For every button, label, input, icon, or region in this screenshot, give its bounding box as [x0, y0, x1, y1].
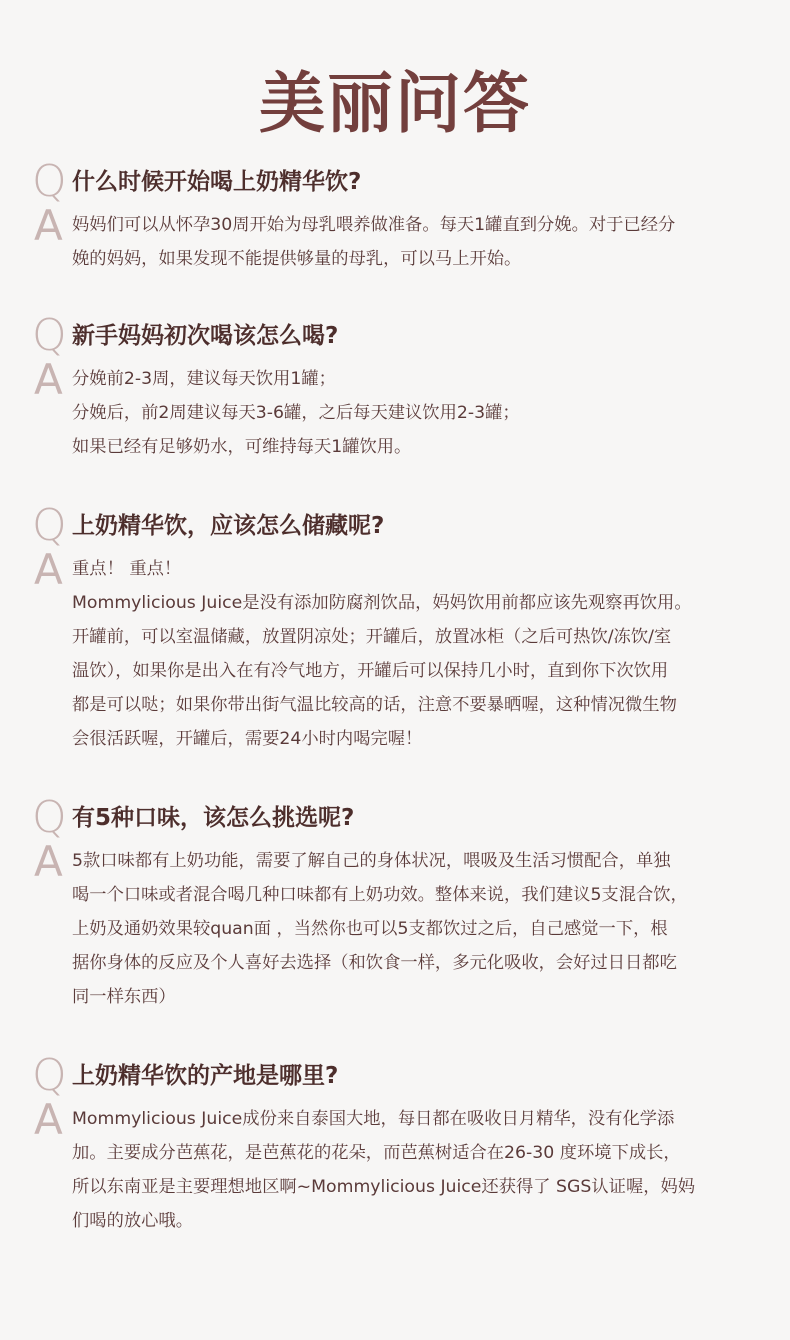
answer-line: 加。主要成分芭蕉花，是芭蕉花的花朵，而芭蕉树适合在26-30 度环境下成长，	[72, 1143, 681, 1163]
answer-line: 重点！ 重点！	[72, 559, 182, 579]
q-letter-icon: Q	[32, 1050, 67, 1101]
answer-row	[0, 837, 790, 1014]
answer-text	[72, 362, 777, 464]
qa-item-1	[0, 156, 790, 276]
answer-line: 所以东南亚是主要理想地区啊~Mommylicious Juice还获得了 SGS认证喔，妈妈	[72, 1177, 696, 1197]
a-letter-icon: A	[34, 1095, 63, 1144]
answer-line: 温饮），如果你是出入在有冷气地方，开罐后可以保持几小时，直到你下次饮用	[72, 661, 669, 681]
answer-row	[0, 1095, 790, 1238]
q-letter-icon: Q	[32, 792, 67, 843]
answer-line: 上奶及通奶效果较quan面 ，当然你也可以5支都饮过之后，自己感觉一下，根	[72, 919, 668, 939]
answer-line: 妈妈们可以从怀孕30周开始为母乳喂养做准备。每天1罐直到分娩。对于已经分	[72, 215, 676, 235]
answer-line: 同一样东西）	[72, 987, 176, 1007]
answer-line: 娩的妈妈，如果发现不能提供够量的母乳，可以马上开始。	[72, 249, 522, 269]
answer-line: 开罐前，可以室温储藏，放置阴凉处；开罐后，放置冰柜（之后可热饮/冻饮/室	[72, 627, 672, 647]
answer-row	[0, 545, 790, 756]
answer-text	[72, 552, 777, 756]
question-text: 新手妈妈初次喝该怎么喝?	[72, 323, 339, 349]
answer-line: 喝一个口味或者混合喝几种口味都有上奶功效。整体来说，我们建议5支混合饮，	[72, 885, 688, 905]
qa-item-3	[0, 500, 790, 756]
question-text: 有5种口味，该怎么挑选呢?	[72, 805, 355, 831]
answer-text	[72, 1102, 777, 1238]
answer-line: Mommylicious Juice是没有添加防腐剂饮品，妈妈饮用前都应该先观察再饮用。	[72, 593, 692, 613]
answer-row	[0, 355, 790, 464]
answer-row	[0, 201, 790, 276]
question-text: 上奶精华饮的产地是哪里?	[72, 1063, 339, 1089]
q-letter-icon: Q	[32, 500, 67, 551]
page-title: 美丽问答	[259, 65, 531, 142]
a-letter-icon: A	[34, 355, 63, 404]
a-letter-icon: A	[34, 201, 63, 250]
question-row	[0, 1050, 790, 1101]
a-letter-icon: A	[34, 545, 63, 594]
question-text: 什么时候开始喝上奶精华饮?	[72, 169, 362, 195]
qa-item-5	[0, 1050, 790, 1238]
answer-line: 分娩前2-3周，建议每天饮用1罐；	[72, 369, 336, 389]
answer-line: 都是可以哒；如果你带出街气温比较高的话，注意不要暴晒喔，这种情况微生物	[72, 695, 677, 715]
answer-line: 如果已经有足够奶水，可维持每天1罐饮用。	[72, 437, 412, 457]
answer-line: 据你身体的反应及个人喜好去选择（和饮食一样，多元化吸收，会好过日日都吃	[72, 953, 677, 973]
answer-text	[72, 208, 777, 276]
question-row	[0, 792, 790, 843]
qa-item-4	[0, 792, 790, 1014]
answer-line: Mommylicious Juice成份来自泰国大地，每日都在吸收日月精华，没有化学添	[72, 1109, 675, 1129]
q-letter-icon: Q	[32, 310, 67, 361]
qa-item-2	[0, 310, 790, 464]
answer-line: 会很活跃喔，开罐后，需要24小时内喝完喔！	[72, 729, 423, 749]
q-letter-icon: Q	[32, 156, 67, 207]
answer-text	[72, 844, 777, 1014]
question-row	[0, 500, 790, 551]
answer-line: 5款口味都有上奶功能，需要了解自己的身体状况，喂吸及生活习惯配合，单独	[72, 851, 671, 871]
question-row	[0, 156, 790, 207]
question-text: 上奶精华饮，应该怎么储藏呢?	[72, 513, 385, 539]
answer-line: 们喝的放心哦。	[72, 1211, 193, 1231]
a-letter-icon: A	[34, 837, 63, 886]
question-row	[0, 310, 790, 361]
answer-line: 分娩后，前2周建议每天3-6罐，之后每天建议饮用2-3罐；	[72, 403, 520, 423]
